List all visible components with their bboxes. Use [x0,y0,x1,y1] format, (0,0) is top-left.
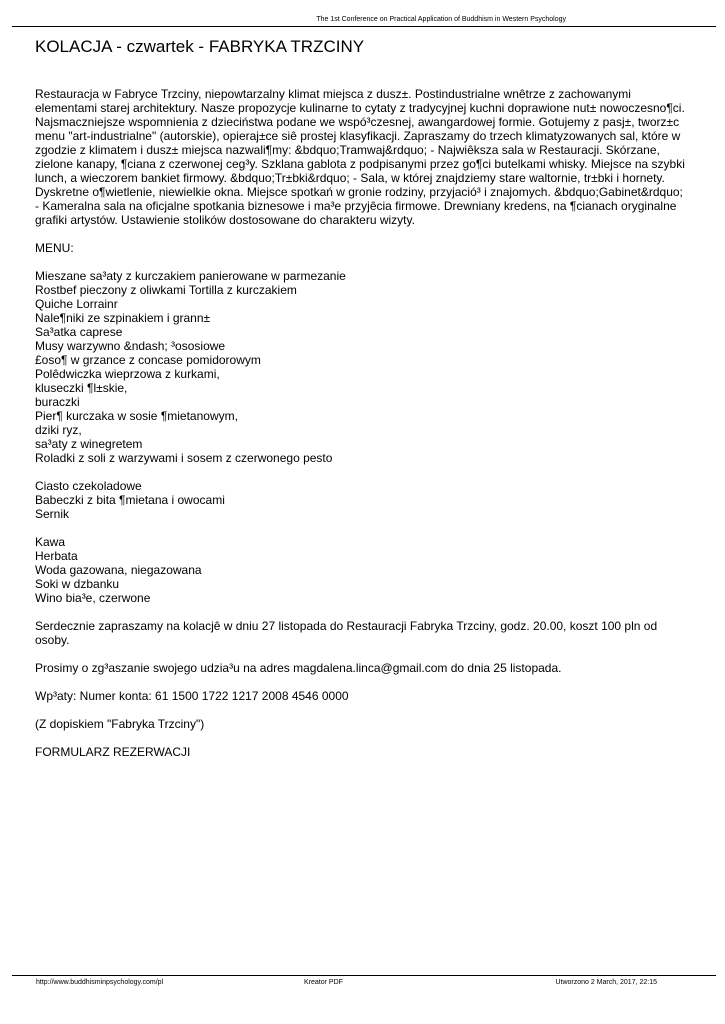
menu-item: £oso¶ w grzance z concase pomidorowym [35,353,261,367]
main-courses-list [35,269,685,465]
menu-item: Musy warzywno &ndash; ³ososiowe [35,339,226,353]
menu-item: Sernik [35,507,70,521]
menu-item: sa³aty z winegretem [35,437,143,451]
drinks-list [35,535,685,605]
menu-item: Mieszane sa³aty z kurczakiem panierowane w parmezanie [35,269,346,283]
menu-item: Wino bia³e, czerwone [35,591,151,605]
menu-heading: MENU: [35,241,74,255]
menu-item: dziki ryz, [35,423,82,437]
menu-item: Sa³atka caprese [35,325,123,339]
footer-url: http://www.buddhisminpsychology.com/pl [36,979,164,986]
menu-item: Herbata [35,549,78,563]
menu-item: Rostbef pieczony z oliwkami Tortilla z kurczakiem [35,283,297,297]
invitation-text: Serdecznie zapraszamy na kolacjê w dniu 27 listopada do Restauracji Fabryka Trzciny, godz. 20.00, koszt 100 pln od osoby. [35,619,658,647]
registration-text: Prosimy o zg³aszanie swojego udzia³u na adres magdalena.linca@gmail.com do dnia 25 listopada. [35,661,562,675]
footer-created-date: Utworzono 2 March, 2017, 22:15 [555,979,657,986]
menu-item: Kawa [35,535,66,549]
menu-item: Woda gazowana, niegazowana [35,563,202,577]
footer-generator: Kreator PDF [304,979,343,986]
desserts-list [35,479,685,521]
menu-item: Roladki z soli z warzywami i sosem z czerwonego pesto [35,451,333,465]
conference-title: The 1st Conference on Practical Application of Buddhism in Western Psychology [316,16,566,23]
page-footer [12,975,716,988]
document-body [35,87,685,759]
menu-item: Pier¶ kurczaka w sosie ¶mietanowym, [35,409,238,423]
menu-item: Quiche Lorrainr [35,297,118,311]
payment-note: (Z dopiskiem "Fabryka Trzciny") [35,717,205,731]
reservation-form-label: FORMULARZ REZERWACJI [35,745,191,759]
menu-item: Babeczki z bita ¶mietana i owocami [35,493,225,507]
menu-item: kluseczki ¶l±skie, [35,381,128,395]
page-header [12,14,716,27]
menu-item: Polêdwiczka wieprzowa z kurkami, [35,367,220,381]
menu-item: Soki w dzbanku [35,577,120,591]
menu-item: Ciasto czekoladowe [35,479,142,493]
payment-details: Wp³aty: Numer konta: 61 1500 1722 1217 2008 4546 0000 [35,689,349,703]
menu-item: buraczki [35,395,80,409]
page-title: KOLACJA - czwartek - FABRYKA TRZCINY [35,37,365,56]
menu-item: Nale¶niki ze szpinakiem i grann± [35,311,211,325]
restaurant-description: Restauracja w Fabryce Trzciny, niepowtarzalny klimat miejsca z dusz±. Postindustrialne wnêtrze z zachowanymi elementami starej architektury. Nasze propozycje kulinarne to cytaty z tradycyjnej kuchni doprawione nut± nowoczesno¶ci. Najsmaczniejsze wspomnienia z dzieciństwa podane we wspó³czesnej, awangardowej formie. Gotujemy z pasj±, tworz±c menu "art-industrialne" (autorskie), opieraj±ce siê prostej klasyfikacji. Zapraszamy do trzech klimatyzowanych sal, które w zgodzie z klimatem i dusz± miejsca nazwali¶my: &bdquo;Tramwaj&rdquo; - Najwiêksza sala w Restauracji. Skórzane, zielone kanapy, ¶ciana z czerwonej ceg³y. Szklana gablota z podpisanymi przez go¶ci butelkami whisky. Miejsce na szybki lunch, a wieczorem bankiet firmowy. &bdquo;Tr±bki&rdquo; - Sala, w której znajdziemy stare waltornie, tr±bki i hornety. Dyskretne o¶wietlenie, niewielkie okna. Miejsce spotkań w gronie rodziny, przyjació³ i znajomych. &bdquo;Gabinet&rdquo; - Kameralna sala na oficjalne spotkania biznesowe i ma³e przyjêcia firmowe. Drewniany kredens, na ¶cianach oryginalne grafiki artystów. Ustawienie stolików dostosowane do charakteru wizyty. [35,87,685,227]
